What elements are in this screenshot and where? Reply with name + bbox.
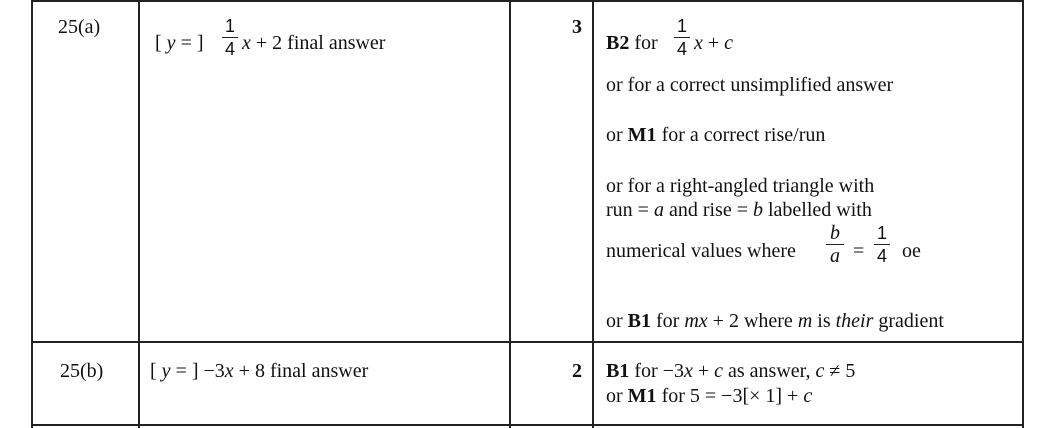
- table-border-col2: [509, 0, 511, 428]
- table-border-col1: [138, 0, 140, 428]
- oe-text: oe: [902, 240, 921, 262]
- b1-line: B1 for −3x + c as answer, c ≠ 5: [606, 360, 856, 382]
- one-quarter-fraction: 1 4: [874, 224, 890, 265]
- answer-suffix: x + 2 final answer: [242, 32, 386, 54]
- equals-sign: =: [853, 240, 865, 262]
- marks: 3: [572, 16, 582, 38]
- triangle-line-1: or for a right-angled triangle with: [606, 175, 875, 197]
- b1-line: or B1 for mx + 2 where m is their gradient: [606, 310, 944, 332]
- triangle-line-2: run = a and rise = b labelled with: [606, 199, 872, 221]
- b-over-a-fraction: b a: [826, 224, 844, 265]
- table-border-top: [31, 0, 1024, 2]
- table-border-left: [31, 0, 33, 428]
- b2-line: B2 for: [606, 32, 658, 54]
- answer-text: [ y = ] −3x + 8 final answer: [150, 360, 369, 382]
- question-number: 25(a): [58, 16, 101, 38]
- table-border-col3: [592, 0, 594, 428]
- table-border-bottom: [31, 424, 1024, 426]
- row-divider: [31, 341, 1024, 343]
- numerical-values-text: numerical values where: [606, 240, 796, 262]
- answer-fraction: 1 4: [222, 17, 238, 58]
- unsimplified-line: or for a correct unsimplified answer: [606, 74, 894, 96]
- marks: 2: [572, 360, 582, 382]
- question-number: 25(b): [60, 360, 104, 382]
- table-border-right: [1022, 0, 1024, 428]
- m1-line: or M1 for 5 = −3[× 1] + c: [606, 385, 813, 407]
- b2-fraction: 1 4: [674, 17, 690, 58]
- answer-prefix: [ y = ]: [155, 32, 204, 54]
- m1-line: or M1 for a correct rise/run: [606, 124, 826, 146]
- b2-expression: x + c: [694, 32, 734, 54]
